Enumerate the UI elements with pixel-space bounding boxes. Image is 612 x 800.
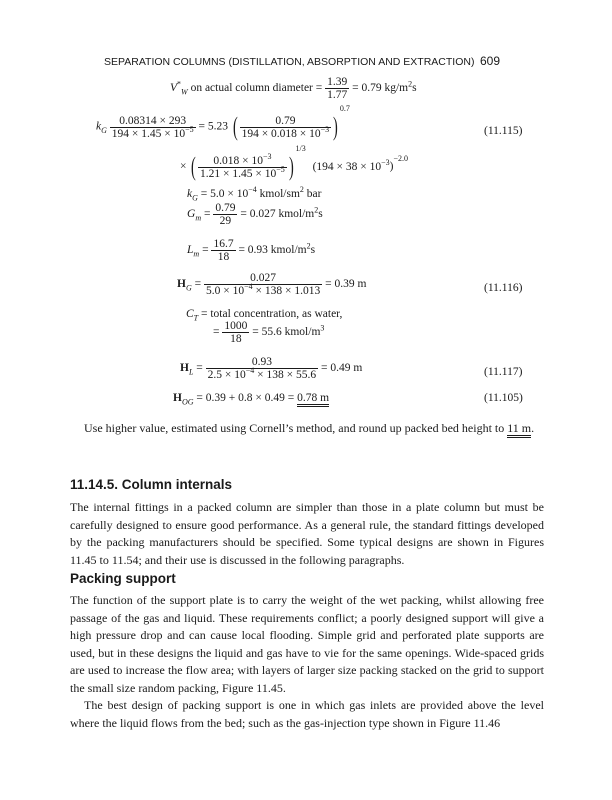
height-answer: 11 m <box>507 421 531 438</box>
equation-ct: $C_T$ = total concentration, as water, <box>186 308 343 323</box>
page-number: 609 <box>480 54 501 68</box>
subsection-heading: Packing support <box>70 571 176 586</box>
eq-label-11105: (11.105) <box>484 392 523 404</box>
vw-fraction: $\frac{1.39}{1.77}$ <box>327 76 348 101</box>
kg1-fraction-2: $\frac{0.79}{194 \times 0.018 \times 10^{-3}}$ <box>241 114 330 140</box>
vw-sub: W <box>181 87 188 97</box>
equation-hl: $H_L$ = $\frac{0.93}{2.5 \times 10^{-4} \times 138 \times 55.6}$ = 0.49 m <box>180 356 363 381</box>
eq-label-11117: (11.117) <box>484 366 523 378</box>
kg1-fraction-1: $\frac{0.08314 \times 293}{194 \times 1.45 \times 10^{-5}}$ <box>111 114 194 140</box>
eq-label-11115: (11.115) <box>484 125 523 137</box>
equation-hg: $H_G$ = $\frac{0.027}{5.0 \times 10^{-4} \times 138 \times 1.013}$ = 0.39 m <box>177 272 367 297</box>
vw-sup: * <box>177 79 182 89</box>
kg2-fraction: $\frac{0.018 \times 10^{-3}}{1.21 \times 1.45 \times 10^{-5}}$ <box>200 151 285 180</box>
equation-kg-2: × ( $\frac{0.018 \times 10^{-3}}{1.21 \times 1.45 \times 10^{-5}}$ )$^{1/3}$ $(194 \times 38 \times 10^{-3})^{-2.0}$ <box>180 143 409 181</box>
equation-vw: $V^*_W$ on actual column diameter = $\frac{1.39}{1.77}$ = 0.79 $kg/m^2s$ <box>170 76 417 101</box>
vw-result: = 0.79 kg/m <box>352 82 409 95</box>
equation-kg-1: $k_G$ $\frac{0.08314 \times 293}{194 \times 1.45 \times 10^{-5}}$ = 5.23 ( $\frac{0.79}{194 \times 0.018 \times 10^{-3}}$ )$^{0.7}$ <box>96 103 350 141</box>
section-heading: 11.14.5. Column internals <box>70 477 233 492</box>
packing-support-paragraph-1: The function of the support plate is to carry the weight of the wet packing, whilst allowing free passage of the gas and liquid. These requirements conflict; a poorly designed support will give a high pressure drop and can cause local flooding. Simple grid and perforated plate supports are used, but in these designs the liquid and gas have to vie for the same openings. Wide-spaced grids are used to increase the flow area; with layers of larger size packing stacked on the grid to support the small size random packing, Figure 11.45. <box>70 593 544 695</box>
running-title: SEPARATION COLUMNS (DISTILLATION, ABSORPTION AND EXTRACTION) <box>104 56 475 68</box>
equation-lm: $L_m$ = $\frac{16.7}{18}$ = 0.93 kmol/$m^2s$ <box>187 238 316 263</box>
vw-symbol: V <box>170 82 178 95</box>
equation-gm: $G_m$ = $\frac{0.79}{29}$ = 0.027 kmol/$m^2s$ <box>187 202 323 227</box>
packing-support-paragraph-2: The best design of packing support is one in which gas inlets are provided above the level where the liquid flows from the bed; such as the gas-injection type shown in Figure 11.46 <box>70 698 544 730</box>
equation-hog: $H_{OG} = 0.39 + 0.8 \times 0.49 = 0.78$ m <box>173 392 330 407</box>
conclusion-paragraph: Use higher value, estimated using Cornell’s method, and round up packed bed height to 11 m. <box>70 420 544 438</box>
hog-answer: 0.78 m <box>297 392 329 407</box>
equation-ct-2: = $\frac{1000}{18}$ = 55.6 kmol/$m^3$ <box>213 320 325 345</box>
section-paragraph: The internal fittings in a packed column are simpler than those in a plate column but must be carefully designed to ensure good performance. As a general rule, the standard fittings developed by the packing manufacturers should be specified. Some typical designs are shown in Figures 11.45 to 11.54; and their use is discussed in the following paragraphs. <box>70 500 544 567</box>
eq-label-11116: (11.116) <box>484 282 523 294</box>
equation-kg-3: $k_G = 5.0 \times 10^{-4}$ kmol/$sm^2$ bar <box>187 185 322 203</box>
vw-text: on actual column diameter = <box>187 82 323 95</box>
